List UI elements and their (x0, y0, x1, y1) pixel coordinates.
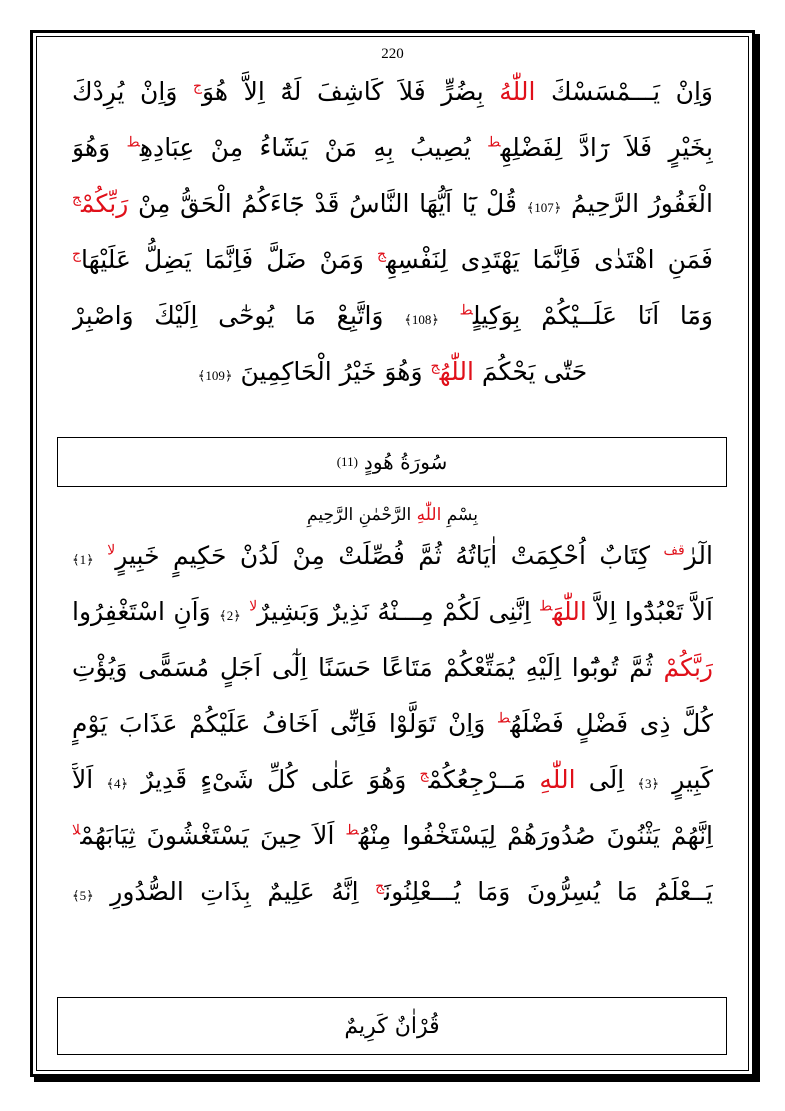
ayah-number: ﴿107﴾ (526, 200, 562, 215)
waqf-mark: لا (72, 822, 81, 839)
divine-name: اللّٰهِ (539, 765, 576, 794)
verse-text (439, 301, 460, 330)
verse-text: اِنَّهُمْ يَثْنُونَ صُدُورَهُمْ لِيَسْتَخْفُوا مِنْهُ (358, 821, 713, 850)
page-number: 220 (381, 46, 404, 62)
waqf-mark: ط (345, 822, 359, 839)
verse-text: اِنَّهُ عَلِيمٌ بِذَاتِ الصُّدُورِ (93, 877, 376, 906)
verse-text: فَمَنِ اهْتَدٰى فَاِنَّمَا يَهْتَدِى لِنَفْسِهِ (386, 245, 713, 274)
verse-line (72, 640, 713, 696)
page-shadow-right (755, 34, 760, 1081)
ayah-number: ﴿5﴾ (72, 888, 94, 903)
verse-text: وَمَنْ ضَلَّ فَاِنَّمَا يَضِلُّ عَلَيْهَا (81, 245, 378, 274)
waqf-mark: ج (375, 878, 385, 895)
verse-text: وَهُوَ عَلٰى كُلِّ شَىْءٍ قَدِيرٌ (128, 765, 420, 794)
waqf-mark: ط (459, 302, 473, 319)
ayah-number: ﴿4﴾ (106, 776, 129, 791)
verse-line (72, 752, 713, 808)
waqf-mark: ج (377, 246, 387, 263)
basmala-post: الرَّحْمٰنِ الرَّحِيمِ (307, 505, 417, 525)
basmala-pre: بِسْمِ (441, 505, 478, 525)
verse-line (72, 344, 713, 400)
verse-text: وَاِنْ يَـــمْسَسْكَ (535, 77, 713, 106)
waqf-mark: ج (72, 246, 82, 263)
ayah-number: ﴿108﴾ (404, 312, 439, 327)
verse-text: كُلَّ ذِى فَضْلٍ فَضْلَهُ (510, 709, 713, 738)
verse-text: وَاتَّبِعْ مَا يُوحٰٓى اِلَيْكَ وَاصْبِرْ (72, 301, 405, 330)
divine-name: رَبِّكُمْ (81, 189, 129, 218)
verse-line (72, 864, 713, 920)
verse-text: كِتَابٌ اُحْكِمَتْ اٰيَاتُهُ ثُمَّ فُصِّلَتْ مِنْ لَدُنْ حَكِيمٍ خَبِيرٍ (115, 541, 664, 570)
verse-text: حَتّٰى يَحْكُمَ (473, 357, 588, 386)
verse-text: يَــعْلَمُ مَا يُسِرُّونَ وَمَا يُـــعْلِنُونَ (384, 877, 713, 906)
verse-text: يُصِيبُ بِهِ مَنْ يَشَٓاءُ مِنْ عِبَادِهِ (139, 133, 488, 162)
verse-text: اَلآَ (72, 765, 107, 794)
verse-line (72, 232, 713, 288)
page-shadow-bottom (34, 1077, 760, 1082)
verse-text: ثُمَّ تُوبُٓوا اِلَيْهِ يُمَتِّعْكُمْ مَتَاعًا حَسَنًا اِلٰٓى اَجَلٍ مُسَمًّى وَيُؤْتِ (72, 653, 664, 682)
verse-line (72, 64, 713, 120)
verse-text: كَبِيرٍ (659, 765, 713, 794)
verse-text: بِضُرٍّ فَلاَ كَاشِفَ لَهُٓ اِلاَّ هُوَ (202, 77, 500, 106)
waqf-mark: ج (72, 190, 82, 207)
surah-name: سُورَةُ هُودٍ (363, 450, 448, 474)
verse-text: وَهُوَ خَيْرُ الْحَاكِمِينَ (232, 357, 431, 386)
waqf-mark: ج (419, 766, 429, 783)
verse-line (72, 696, 713, 752)
verse-line (72, 120, 713, 176)
divine-name: اللّٰهَ (552, 597, 587, 626)
divine-name: رَبَّكُمْ (663, 653, 713, 682)
verse-line (72, 528, 713, 584)
footer-text: قُرْاٰنٌ كَرِيمٌ (344, 1013, 440, 1039)
basmala (0, 505, 785, 525)
verse-text: الٓرٰ (684, 541, 713, 570)
waqf-mark: ج (430, 358, 440, 375)
verse-text: اَلاَّ تَعْبُدُٓوا اِلاَّ (586, 597, 713, 626)
verses-bottom-block (72, 528, 713, 920)
divine-name: اللّٰهُ (499, 77, 536, 106)
verse-text: قُلْ يَٓا اَيُّهَا النَّاسُ قَدْ جَٓاءَكُمُ الْحَقُّ مِنْ (128, 189, 527, 218)
footer-box (57, 997, 727, 1055)
ayah-number: ﴿109﴾ (197, 368, 233, 383)
verse-text: وَاَنِ اسْتَغْفِرُوا (72, 597, 220, 626)
waqf-mark: قف (663, 542, 685, 559)
verse-text: اَلاَ حِينَ يَسْتَغْشُونَ ثِيَابَهُمْ (80, 821, 346, 850)
verse-line (72, 176, 713, 232)
verses-top-block (72, 64, 713, 400)
divine-name: اللّٰهُ (439, 357, 474, 386)
verse-text: مَــرْجِعُكُمْ (428, 765, 540, 794)
waqf-mark: ج (192, 78, 202, 95)
ayah-number: ﴿2﴾ (219, 608, 241, 623)
waqf-mark: ط (126, 134, 140, 151)
verse-text: بِخَيْرٍ فَلاَ رَٓادَّ لِفَضْلِهِ (500, 133, 713, 162)
verse-text: وَاِنْ يُرِدْكَ (72, 77, 193, 106)
verse-text: اِنَّنِى لَكُمْ مِـــنْهُ نَذِيرٌ وَبَشِيرٌ (257, 597, 540, 626)
waqf-mark: لا (249, 598, 258, 615)
waqf-mark: لا (107, 542, 116, 559)
basmala-allah: اللّٰهِ (416, 505, 442, 525)
verse-text: وَاِنْ تَوَلَّوْا فَاِنِّٓى اَخَافُ عَلَيْكُمْ عَذَابَ يَوْمٍ (72, 709, 498, 738)
verse-line (72, 808, 713, 864)
verse-line (72, 288, 713, 344)
verse-text: وَهُوَ (72, 133, 127, 162)
surah-number: (11) (336, 454, 358, 469)
verse-line (72, 584, 713, 640)
waqf-mark: ط (487, 134, 501, 151)
verse-text (94, 541, 107, 570)
verse-text: اِلَى (575, 765, 638, 794)
surah-title-box (57, 437, 727, 487)
ayah-number: ﴿3﴾ (637, 776, 660, 791)
verse-text (241, 597, 249, 626)
verse-text: الْغَفُورُ الرَّحِيمُ (561, 189, 713, 218)
ayah-number: ﴿1﴾ (72, 552, 94, 567)
verse-text: وَمَٓا اَنَا عَلَــيْكُمْ بِوَكِيلٍ (472, 301, 713, 330)
waqf-mark: ط (539, 598, 553, 615)
waqf-mark: ط (497, 710, 511, 727)
